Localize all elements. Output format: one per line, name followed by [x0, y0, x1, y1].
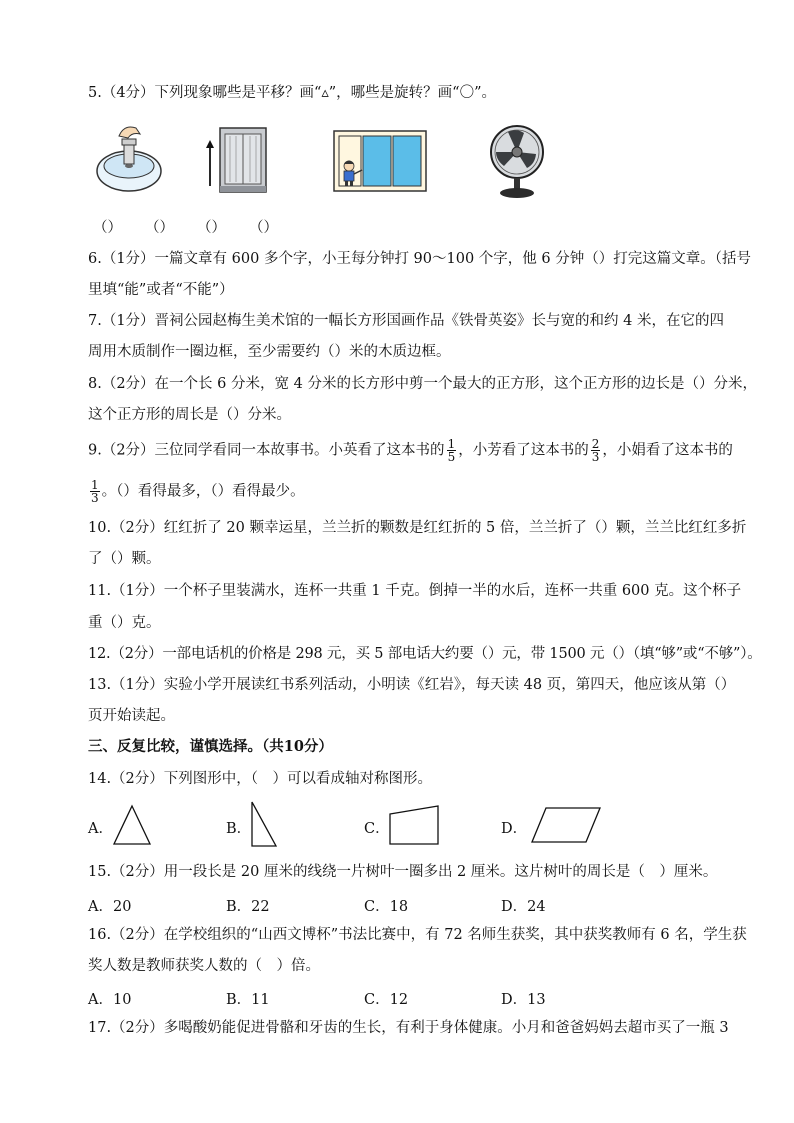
q9-text-a: 9.（2分）三位同学看同一本故事书。小英看了这本书的: [88, 442, 445, 459]
q9-text-d: 。（）看得最多，（）看得最少。: [101, 483, 305, 500]
q5-paren-2[interactable]: （）: [145, 220, 174, 236]
q9-text-b: ，小芳看了这本书的: [458, 442, 589, 459]
q10-line-2: 了（）颗。: [88, 551, 161, 567]
q9-text-c: ，小娟看了这本书的: [602, 442, 733, 459]
parallelogram-shape-d: [530, 806, 602, 844]
q5-text: 5.（4分）下列现象哪些是平移？画“▵”，哪些是旋转？画“〇”。: [88, 85, 496, 101]
q9-fraction-3: $\frac{1}{3}$: [91, 478, 99, 505]
q16-line-2: 奖人数是教师获奖人数的（ ）倍。: [88, 958, 320, 974]
q16-line-1: 16.（2分）在学校组织的“山西文博杯”书法比赛中，有 72 名师生获奖，其中获奖教师有 6 名，学生获: [88, 927, 747, 943]
q15-text: 15.（2分）用一段长是 20 厘米的线绕一片树叶一圈多出 2 厘米。这片树叶的周长是（ ）厘米。: [88, 864, 718, 880]
faucet-sink-image: [94, 124, 164, 196]
q16-option-a[interactable]: A．10: [88, 992, 132, 1008]
q13-line-2: 页开始读起。: [88, 708, 175, 724]
q14-option-c[interactable]: C．: [364, 821, 390, 837]
q11-line-1: 11.（1分）一个杯子里装满水，连杯一共重 1 千克。倒掉一半的水后，连杯一共重 600 克。这个杯子: [88, 583, 742, 599]
q6-line-2: 里填“能”或者“不能”）: [88, 282, 234, 298]
q17-line-1: 17.（2分）多喝酸奶能促进骨骼和牙齿的生长，有利于身体健康。小月和爸爸妈妈去超市买了一瓶 3: [88, 1020, 729, 1036]
q14-option-b[interactable]: B．: [226, 821, 252, 837]
section-3-heading: 三、反复比较，谨慎选择。（共10分）: [88, 738, 333, 755]
q5-paren-3[interactable]: （）: [197, 220, 226, 236]
q7-line-1: 7.（1分）晋祠公园赵梅生美术馆的一幅长方形国画作品《铁骨英姿》长与宽的和约 4 米，在它的四: [88, 313, 724, 329]
q13-line-1: 13.（1分）实验小学开展读红书系列活动，小明读《红岩》，每天读 48 页，第四天，他应该从第（）: [88, 677, 736, 693]
q14-option-a[interactable]: A．: [88, 821, 113, 837]
q15-option-b[interactable]: B．22: [226, 899, 270, 915]
electric-fan-image: [486, 124, 548, 200]
q15-option-d[interactable]: D．24: [501, 899, 546, 915]
q9-line-2: [88, 479, 305, 504]
elevator-image: [200, 124, 270, 196]
q7-line-2: 周用木质制作一圈边框，至少需要约（）米的木质边框。: [88, 344, 451, 360]
right-triangle-shape-b: [248, 800, 278, 848]
q5-answer-parens: [93, 219, 301, 237]
q8-line-2: 这个正方形的周长是（）分米。: [88, 407, 291, 423]
triangle-shape-a: [112, 804, 152, 846]
q14-text: 14.（2分）下列图形中，（ ）可以看成轴对称图形。: [88, 771, 433, 787]
q12-line-1: 12.（2分）一部电话机的价格是 298 元，买 5 部电话大约要（）元，带 1500 元（）（填“够”或“不够”）。: [88, 646, 762, 662]
q16-option-b[interactable]: B．11: [226, 992, 270, 1008]
q9-line-1: [88, 438, 733, 463]
q6-line-1: 6.（1分）一篇文章有 600 多个字，小王每分钟打 90～100 个字，他 6 分钟（）打完这篇文章。（括号: [88, 251, 751, 267]
q5-paren-1[interactable]: （）: [93, 220, 122, 236]
q11-line-2: 重（）克。: [88, 615, 161, 631]
q15-option-a[interactable]: A．20: [88, 899, 132, 915]
q14-option-d[interactable]: D．: [501, 821, 528, 837]
q15-option-c[interactable]: C．18: [364, 899, 409, 915]
q9-fraction-1: $\frac{1}{5}$: [447, 437, 456, 464]
q10-line-1: 10.（2分）红红折了 20 颗幸运星，兰兰折的颗数是红红折的 5 倍，兰兰折了（）颗，兰兰比红红多折: [88, 520, 747, 536]
sliding-window-image: [333, 130, 427, 192]
q16-option-c[interactable]: C．12: [364, 992, 409, 1008]
trapezoid-shape-c: [388, 804, 440, 846]
q8-line-1: 8.（2分）在一个长 6 分米，宽 4 分米的长方形中剪一个最大的正方形，这个正方形的边长是（）分米，: [88, 376, 757, 392]
q9-fraction-2: $\frac{2}{3}$: [591, 437, 600, 464]
q5-paren-4[interactable]: （）: [249, 220, 278, 236]
q16-option-d[interactable]: D．13: [501, 992, 546, 1008]
